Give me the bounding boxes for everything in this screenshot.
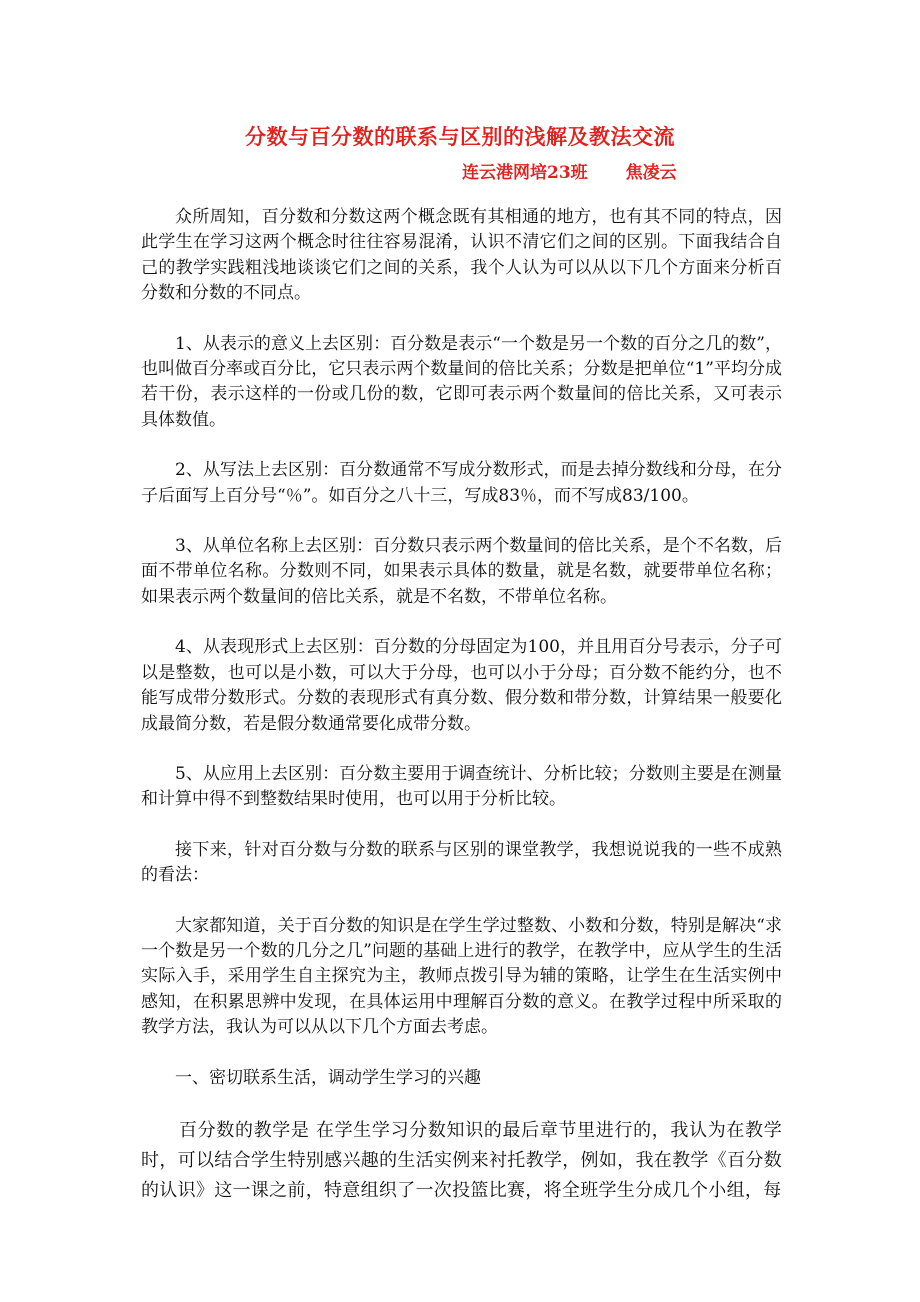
paragraph-intro: 众所周知，百分数和分数这两个概念既有其相通的地方，也有其不同的特点，因此学生在学习这两个概念时往往容易混淆，认识不清它们之间的区别。下面我结合自己的教学实践粗浅地谈谈它们之间的关系，我个人认为可以从以下几个方面来分析百分数和分数的不同点。	[141, 207, 782, 304]
paragraph-transition: 接下来，针对百分数与分数的联系与区别的课堂教学，我想说说我的一些不成熟的看法：	[141, 839, 782, 886]
paragraph-teaching: 大家都知道，关于百分数的知识是在学生学过整数、小数和分数，特别是解决“求一个数是另一个数的几分之几”问题的基础上进行的教学，在教学中，应从学生的生活实际入手，采用学生自主探究为主，教师点拨引导为辅的策略，让学生在生活实例中感知，在积累思辨中发现，在具体运用中理解百分数的意义。在教学过程中所采取的教学方法，我认为可以从以下几个方面去考虑。	[141, 915, 782, 1038]
paragraph-point-1: 1、从表示的意义上去区别：百分数是表示“一个数是另一个数的百分之几的数”，也叫做百分率或百分比，它只表示两个数量间的倍比关系；分数是把单位“1”平均分成若干份，表示这样的一份或几份的数，它即可表示两个数量间的倍比关系，又可表示具体数值。	[141, 333, 782, 430]
author-org: 连云港网培23班	[462, 163, 588, 183]
document-body	[141, 205, 782, 1205]
paragraph-point-3: 3、从单位名称上去区别：百分数只表示两个数量间的倍比关系，是个不名数，后面不带单位名称。分数则不同，如果表示具体的数量，就是名数，就要带单位名称；如果表示两个数量间的倍比关系，就是不名数，不带单位名称。	[141, 536, 782, 607]
paragraph-point-2: 2、从写法上去区别：百分数通常不写成分数形式，而是去掉分数线和分母，在分子后面写上百分号“％”。如百分之八十三，写成83％，而不写成83/100。	[141, 460, 782, 506]
section-heading-1: 一、密切联系生活，调动学生学习的兴趣	[175, 1067, 481, 1088]
paragraph-point-5: 5、从应用上去区别：百分数主要用于调查统计、分析比较；分数则主要是在测量和计算中得不到整数结果时使用，也可以用于分析比较。	[141, 763, 782, 810]
paragraph-point-4: 4、从表现形式上去区别：百分数的分母固定为100，并且用百分号表示，分子可以是整数，也可以是小数，可以大于分母，也可以小于分母；百分数不能约分，也不能写成带分数形式。分数的表现形式有真分数、假分数和带分数，计算结果一般要化成最简分数，若是假分数通常要化成带分数。	[141, 637, 782, 734]
document-title: 分数与百分数的联系与区别的浅解及教法交流	[245, 124, 675, 149]
author-name: 焦凌云	[625, 163, 677, 183]
paragraph-section-1: 百分数的教学是 在学生学习分数知识的最后章节里进行的，我认为在教学时，可以结合学生特别感兴趣的生活实例来衬托教学，例如，我在教学《百分数的认识》这一课之前，特意组织了一次投篮比赛，将全班学生分成几个小组，每	[141, 1119, 782, 1201]
author-line	[462, 160, 677, 186]
